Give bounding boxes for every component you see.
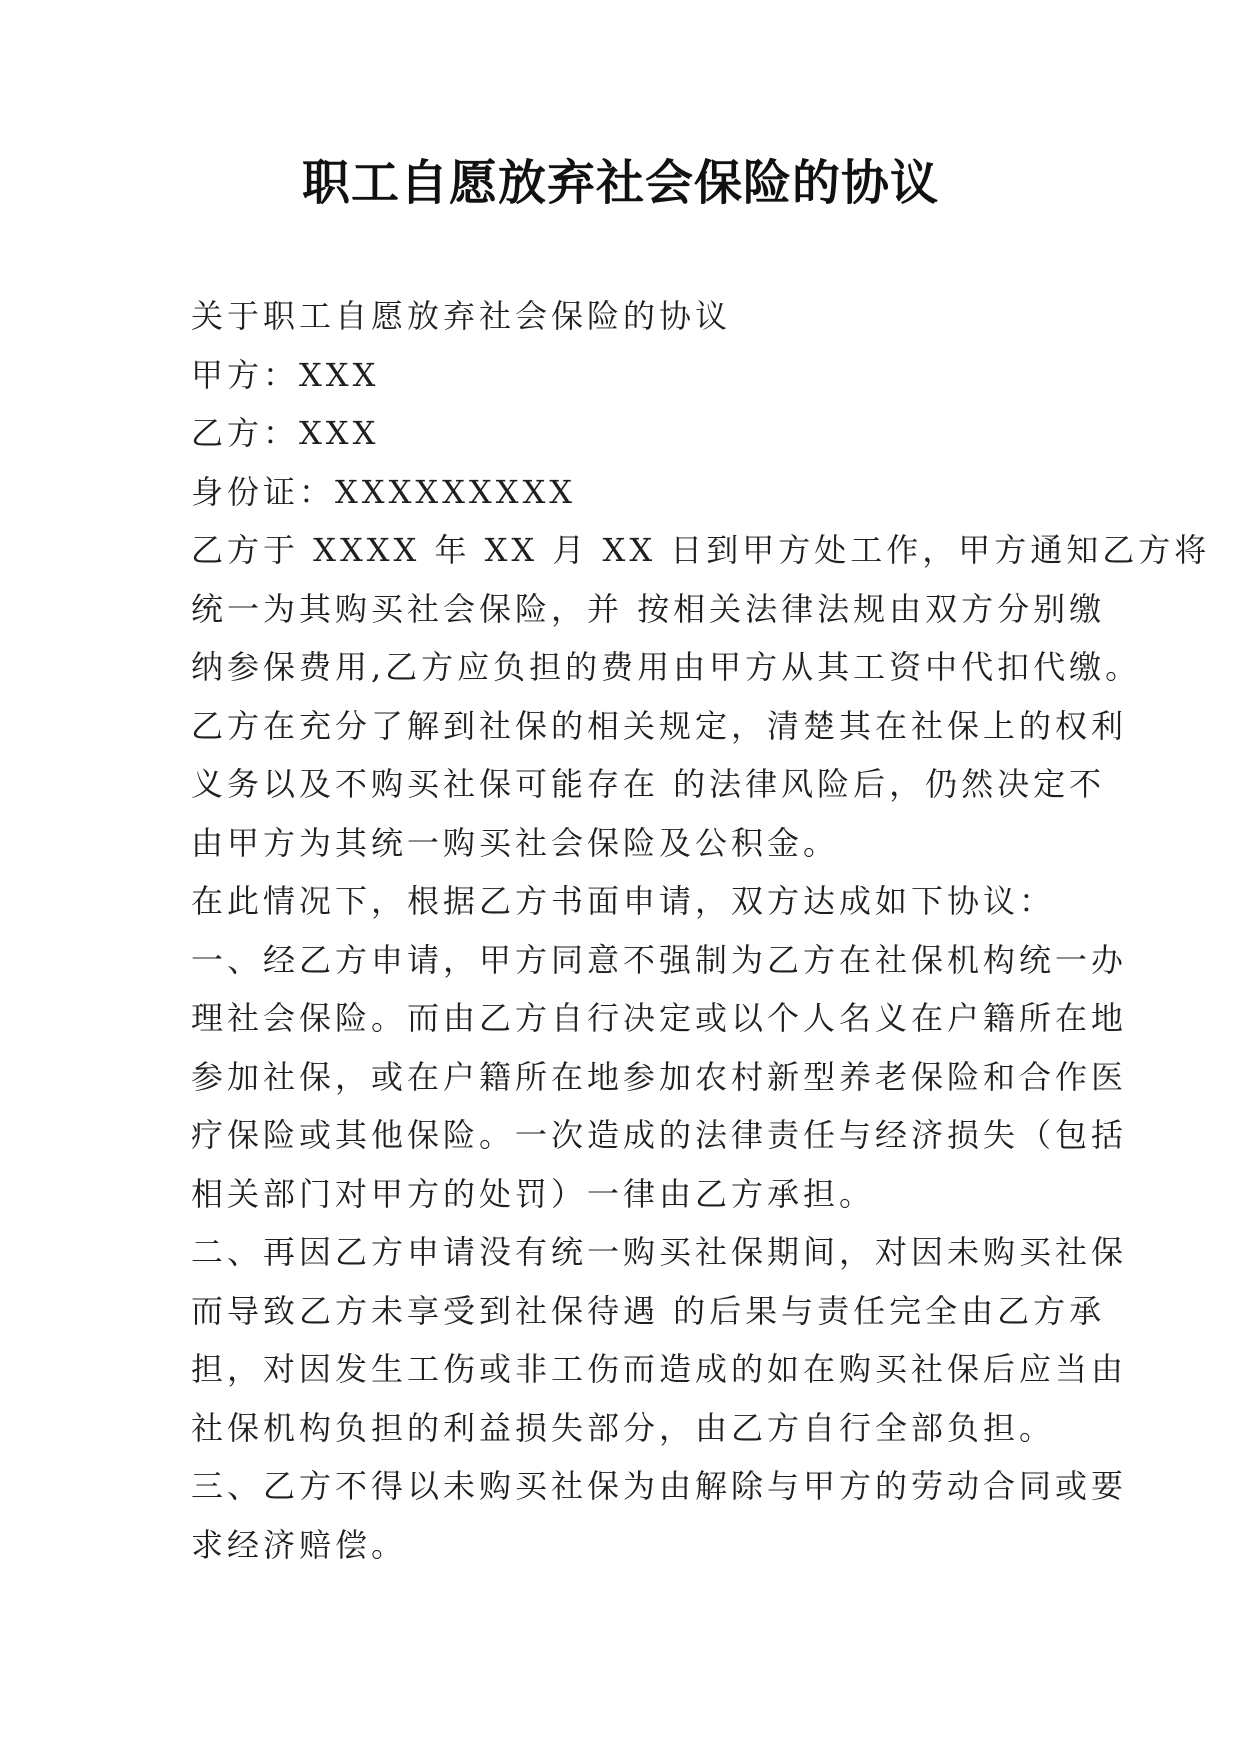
document-body xyxy=(191,287,1211,1574)
body-line: 乙方在充分了解到社保的相关规定，清楚其在社保上的权利 xyxy=(191,706,1128,745)
body-line-id-card: 身份证：XXXXXXXXX xyxy=(191,472,577,511)
clause-2-line: 担，对因发生工伤或非工伤而造成的如在购买社保后应当由 xyxy=(191,1350,1128,1388)
clause-2-line: 二、再因乙方申请没有统一购买社保期间，对因未购买社保 xyxy=(191,1233,1128,1271)
body-line: 乙方于 XXXX 年 XX 月 XX 日到甲方处工作，甲方通知乙方将 xyxy=(191,531,1211,569)
clause-1-line: 一、经乙方申请，甲方同意不强制为乙方在社保机构统一办 xyxy=(191,940,1128,979)
clause-1-line: 参加社保，或在户籍所在地参加农村新型养老保险和合作医 xyxy=(191,1057,1128,1096)
clause-2-line: 而导致乙方未享受到社保待遇 的后果与责任完全由乙方承 xyxy=(191,1291,1106,1330)
document-title: 职工自愿放弃社会保险的协议 xyxy=(301,155,939,211)
body-line-party-a: 甲方：XXX xyxy=(191,355,380,394)
clause-3-line: 求经济赔偿。 xyxy=(191,1525,408,1564)
clause-1-line: 相关部门对甲方的处罚）一律由乙方承担。 xyxy=(191,1174,876,1213)
clause-2-line: 社保机构负担的利益损失部分，由乙方自行全部负担。 xyxy=(191,1408,1056,1447)
body-line-party-b: 乙方：XXX xyxy=(191,414,380,452)
body-line: 义务以及不购买社保可能存在 的法律风险后，仍然决定不 xyxy=(191,765,1106,803)
clause-3-line: 三、乙方不得以未购买社保为由解除与甲方的劳动合同或要 xyxy=(191,1467,1128,1505)
body-line: 由甲方为其统一购买社会保险及公积金。 xyxy=(191,823,840,862)
body-line-subtitle: 关于职工自愿放弃社会保险的协议 xyxy=(191,297,732,335)
body-line: 在此情况下，根据乙方书面申请，双方达成如下协议： xyxy=(191,882,1056,920)
clause-1-line: 理社会保险。而由乙方自行决定或以个人名义在户籍所在地 xyxy=(191,999,1128,1037)
body-line: 纳参保费用,乙方应负担的费用由甲方从其工资中代扣代缴。 xyxy=(191,648,1142,686)
body-line: 统一为其购买社会保险，并 按相关法律法规由双方分别缴 xyxy=(191,589,1106,628)
clause-1-line: 疗保险或其他保险。一次造成的法律责任与经济损失（包括 xyxy=(191,1116,1128,1154)
